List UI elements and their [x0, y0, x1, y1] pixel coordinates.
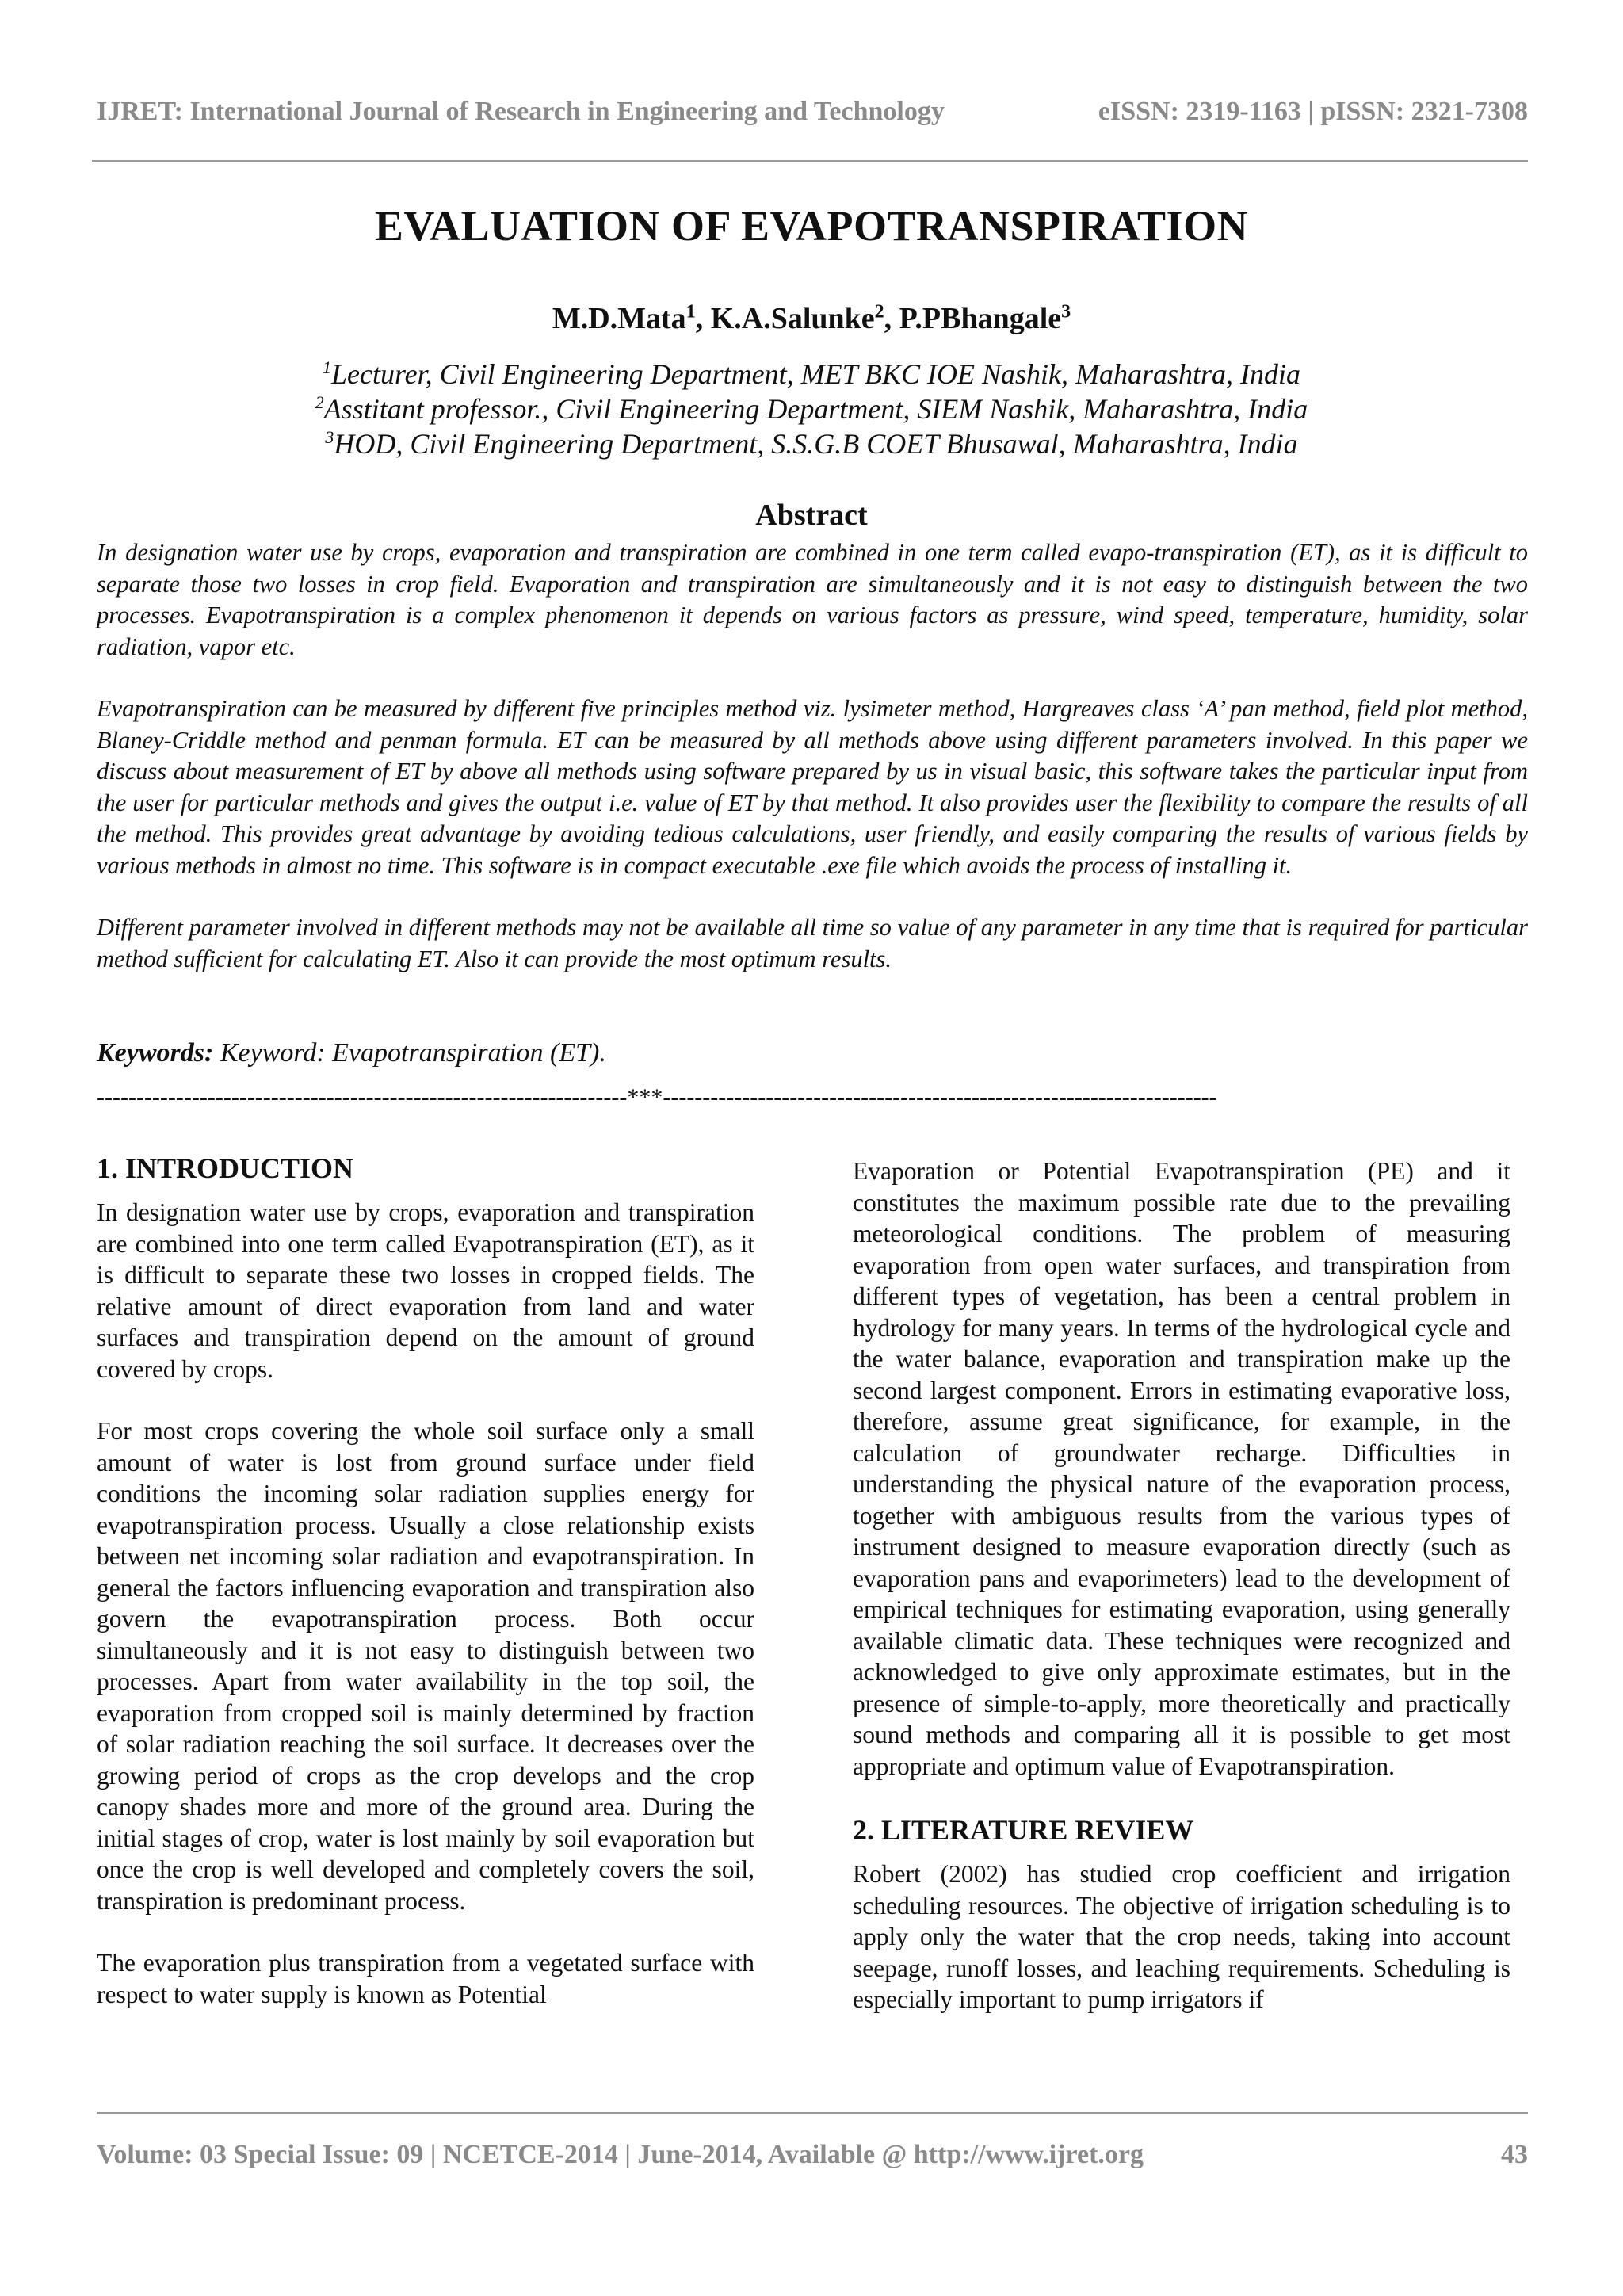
abstract-paragraph: Different parameter involved in different methods may not be available all time so value of any parameter in any time that is required for particular method sufficient for calculating ET. Also it can provide the most optimum results.: [97, 914, 1528, 972]
footer-citation: Volume: 03 Special Issue: 09 | NCETCE-2014 | June-2014, Available @ http://www.ijret.org: [97, 2140, 1144, 2169]
author-sup: 2: [874, 301, 884, 323]
footer-rule: [97, 2112, 1528, 2114]
author-sep: ,: [884, 302, 899, 335]
body-paragraph: Robert (2002) has studied crop coefficient and irrigation scheduling resources. The objective of irrigation scheduling is to apply only the water that the crop needs, taking into account seepage, runoff losses, and leaching requirements. Scheduling is especially important to pump irrigators if: [853, 1860, 1510, 2013]
abstract-body: [97, 537, 1528, 1006]
section-heading-introduction: 1. INTRODUCTION: [97, 1152, 354, 1184]
running-footer: [97, 2140, 1528, 2170]
keywords: [97, 1038, 1528, 1068]
section-heading-literature-review: 2. LITERATURE REVIEW: [853, 1814, 1194, 1846]
body-paragraph: The evaporation plus transpiration from a vegetated surface with respect to water supply is known as Potential: [97, 1949, 754, 2008]
issn-info: eISSN: 2319-1163 | pISSN: 2321-7308: [1098, 97, 1528, 126]
body-paragraph: In designation water use by crops, evaporation and transpiration are combined into one term called Evapotranspiration (ET), as it is difficult to separate these two losses in cropped fields. The relative amount of direct evaporation from land and water surfaces and transpiration depend on the amount of ground covered by crops.: [97, 1198, 754, 1383]
running-header: [97, 97, 1528, 127]
author-sep: ,: [695, 302, 711, 335]
author-list: [0, 301, 1623, 336]
affiliation-sup: 3: [325, 427, 334, 447]
paper-title: EVALUATION OF EVAPOTRANSPIRATION: [374, 202, 1249, 250]
author-name: P.PBhangale: [899, 302, 1062, 335]
abstract-paragraph: In designation water use by crops, evaporation and transpiration are combined in one term called evapo-transpiration (ET), as it is difficult to separate those two losses in crop field. Evaporation and transpiration are simultaneously and it is not easy to distinguish between the two processes. Evapotranspiration is a complex phenomenon it depends on various factors as pressure, wind speed, temperature, humidity, solar radiation, vapor etc.: [97, 539, 1528, 660]
affiliation-list: [0, 357, 1623, 461]
affiliation: [0, 392, 1623, 426]
abstract-heading: Abstract: [755, 499, 868, 532]
affiliation-text: Lecturer, Civil Engineering Department, MET BKC IOE Nashik, Maharashtra, India: [331, 358, 1300, 390]
affiliation-sup: 2: [315, 392, 324, 412]
affiliation: [0, 357, 1623, 392]
page-number: 43: [1501, 2140, 1528, 2169]
body-paragraph: For most crops covering the whole soil surface only a small amount of water is lost from ground surface under field conditions the incoming solar radiation supplies energy for evapotranspiration process. Usually a close relationship exists between net incoming solar radiation and evapotranspiration. In general the factors influencing evaporation and transpiration also govern the evapotranspiration process. Both occur simultaneously and it is not easy to distinguish between two processes. Apart from water availability in the top soil, the evaporation from cropped soil is mainly determined by fraction of solar radiation reaching the soil surface. It decreases over the growing period of crops as the crop develops and the crop canopy shades more and more of the ground area. During the initial stages of crop, water is lost mainly by soil evaporation but once the crop is well developed and completely covers the soil, transpiration is predominant process.: [97, 1417, 754, 1915]
author-name: K.A.Salunke: [710, 302, 875, 335]
author-sup: 1: [685, 301, 696, 323]
keywords-text: Keyword: Evapotranspiration (ET).: [213, 1038, 606, 1068]
keywords-label: Keywords:: [97, 1038, 214, 1068]
affiliation-text: HOD, Civil Engineering Department, S.S.G.B COET Bhusawal, Maharashtra, India: [334, 428, 1298, 460]
left-column: [97, 1151, 754, 2041]
section-divider: -------------------------------------------------------------------***----------------------------------------------------------------------: [97, 1084, 1217, 1110]
header-rule: [92, 160, 1528, 162]
author-name: M.D.Mata: [552, 302, 686, 335]
affiliation-text: Asstitant professor., Civil Engineering Department, SIEM Nashik, Maharashtra, India: [323, 393, 1308, 425]
abstract-paragraph: Evapotranspiration can be measured by different five principles method viz. lysimeter method, Hargreaves class ‘A’ pan method, field plot method, Blaney-Criddle method and penman formula. ET can be measured by all methods above using different parameters involved. In this paper we discuss about measurement of ET by above all methods using software prepared by us in visual basic, this software takes the particular input from the user for particular methods and gives the output i.e. value of ET by that method. It also provides user the flexibility to compare the results of all the method. This provides great advantage by avoiding tedious calculations, user friendly, and easily comparing the results of various fields by various methods in almost no time. This software is in compact executable .exe file which avoids the process of installing it.: [97, 695, 1528, 879]
author-sup: 3: [1061, 301, 1071, 323]
body-paragraph: Evaporation or Potential Evapotranspiration (PE) and it constitutes the maximum possible rate due to the prevailing meteorological conditions. The problem of measuring evaporation from open water surfaces, and transpiration from different types of vegetation, has been a central problem in hydrology for many years. In terms of the hydrological cycle and the water balance, evaporation and transpiration make up the second largest component. Errors in estimating evaporative loss, therefore, assume great significance, for example, in the calculation of groundwater recharge. Difficulties in understanding the physical nature of the evaporation process, together with ambiguous results from the various types of instrument designed to measure evaporation directly (such as evaporation pans and evaporimeters) lead to the development of empirical techniques for estimating evaporation, using generally available climatic data. These techniques were recognized and acknowledged to give only approximate estimates, but in the presence of simple-to-apply, more theoretically and practically sound methods and comparing all it is possible to get most appropriate and optimum value of Evapotranspiration.: [853, 1157, 1510, 1780]
affiliation: [0, 426, 1623, 461]
affiliation-sup: 1: [323, 357, 332, 377]
journal-name: IJRET: International Journal of Research in Engineering and Technology: [97, 97, 945, 126]
right-column: [853, 1156, 1510, 2046]
